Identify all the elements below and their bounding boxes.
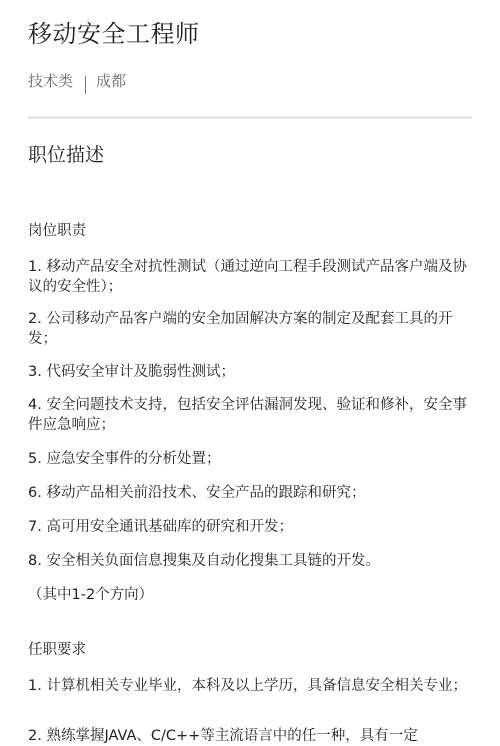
job-title: 移动安全工程师 [28, 20, 200, 48]
responsibility-item: 7. 高可用安全通讯基础库的研究和开发； [28, 519, 293, 535]
job-category: 技术类 [28, 72, 74, 90]
responsibility-item: 6. 移动产品相关前沿技术、安全产品的跟踪和研究； [28, 485, 366, 501]
responsibility-item: 8. 安全相关负面信息搜集及自动化搜集工具链的开发。 [28, 553, 380, 569]
header-divider [28, 116, 472, 119]
requirement-item: 1. 计算机相关专业毕业，本科及以上学历，具备信息安全相关专业； [28, 678, 467, 694]
responsibility-item: 2. 公司移动产品客户端的安全加固解决方案的制定及配套工具的开发； [28, 311, 453, 347]
responsibility-item: 4. 安全问题技术支持，包括安全评估漏洞发现、验证和修补，安全事件应急响应； [28, 397, 467, 433]
job-meta [28, 70, 126, 91]
requirements-heading: 任职要求 [28, 642, 86, 658]
direction-note: （其中1-2个方向） [28, 587, 154, 603]
job-location: 成都 [96, 72, 127, 90]
requirement-item: 2. 熟练掌握JAVA、C/C++等主流语言中的任一种，具有一定 [28, 728, 418, 744]
responsibility-item: 5. 应急安全事件的分析处置； [28, 451, 221, 467]
responsibility-item: 3. 代码安全审计及脆弱性测试； [28, 364, 235, 380]
responsibilities-heading: 岗位职责 [28, 223, 86, 239]
section-title-description: 职位描述 [28, 144, 105, 166]
meta-separator [85, 76, 86, 94]
responsibility-item: 1. 移动产品安全对抗性测试（通过逆向工程手段测试产品客户端及协议的安全性）； [28, 259, 467, 295]
